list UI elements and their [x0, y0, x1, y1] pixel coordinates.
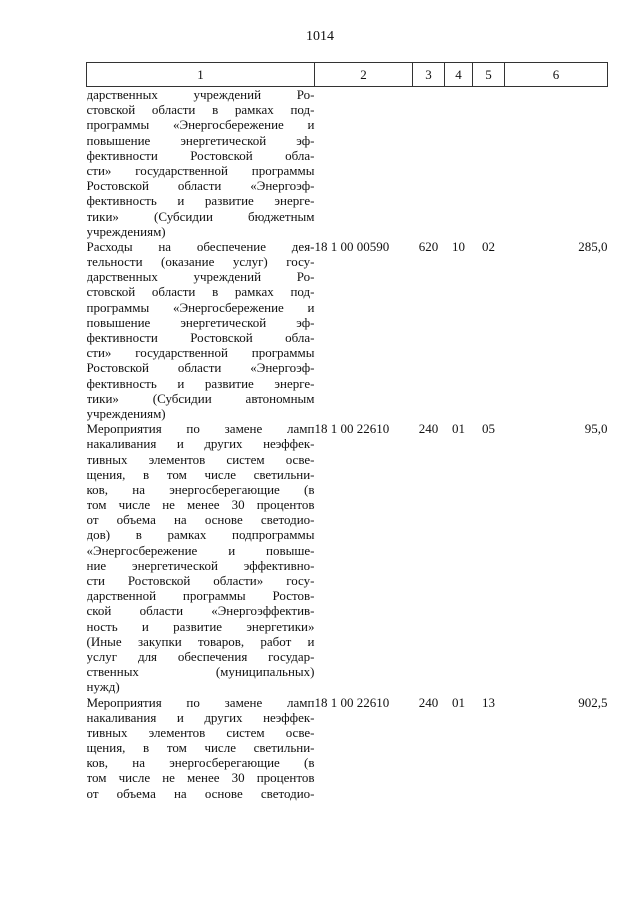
row-code: [315, 87, 413, 239]
description-line: дарственной программы Ростов-: [86, 588, 315, 604]
description-line: щения, в том числе светильни-: [86, 466, 315, 482]
col-header-subsection: 5: [473, 63, 505, 87]
description-line: тивных элементов систем осве-: [86, 451, 315, 467]
row-expense-type: [413, 87, 445, 239]
description-line: программы «Энергосбережение и: [86, 117, 315, 133]
row-code: 18 1 00 22610: [314, 421, 390, 437]
description-line: ков, на энергосберегающие (в: [86, 481, 315, 497]
description-line: дарственных учреждений Ро-: [86, 269, 315, 285]
table-row: [87, 239, 608, 421]
description-line: Ростовской области «Энергоэф-: [86, 360, 315, 376]
description-line: учреждениям): [86, 223, 166, 239]
row-subsection: [473, 87, 505, 239]
row-subsection: 05: [482, 421, 495, 437]
row-amount: 902,5: [578, 694, 608, 710]
description-line: повышение энергетической эф-: [86, 132, 315, 148]
row-code: 18 1 00 00590: [314, 238, 390, 254]
row-description: [87, 421, 315, 694]
description-line: тивных элементов систем осве-: [86, 724, 315, 740]
description-line: повышение энергетической эф-: [86, 314, 315, 330]
description-line: Мероприятия по замене ламп: [86, 421, 315, 437]
description-line: том числе не менее 30 процентов: [86, 497, 315, 513]
row-description: [87, 695, 315, 801]
description-line: стовской области в рамках под-: [86, 102, 315, 118]
description-line: фективности Ростовской обла-: [86, 147, 315, 163]
row-expense-type: 620: [418, 238, 439, 254]
row-description: [87, 239, 315, 421]
row-expense-type: 240: [418, 694, 439, 710]
description-line: учреждениям): [86, 405, 166, 421]
description-line: программы «Энергосбережение и: [86, 299, 315, 315]
table-row: [87, 695, 608, 801]
description-line: дарственных учреждений Ро-: [86, 87, 315, 102]
row-section: 01: [452, 421, 465, 437]
description-line: тики» (Субсидии бюджетным: [86, 208, 315, 224]
description-line: от объема на основе светодио-: [86, 785, 315, 801]
col-header-amount: 6: [505, 63, 608, 87]
description-line: том числе не менее 30 процентов: [86, 770, 315, 786]
description-line: (Иные закупки товаров, работ и: [86, 633, 315, 649]
row-section: 10: [452, 238, 465, 254]
description-line: от объема на основе светодио-: [86, 512, 315, 528]
row-subsection: 13: [482, 694, 495, 710]
row-section: 01: [452, 694, 465, 710]
table-row: [87, 421, 608, 694]
description-line: ков, на энергосберегающие (в: [86, 755, 315, 771]
description-line: фективности Ростовской обла-: [86, 330, 315, 345]
row-section: [445, 87, 473, 239]
table-row: [87, 87, 608, 239]
description-line: сти» государственной программы: [86, 162, 315, 178]
description-line: ской области «Энергоэффектив-: [86, 603, 315, 619]
description-line: услуг для обеспечения государ-: [86, 648, 315, 664]
row-code: 18 1 00 22610: [314, 694, 390, 710]
row-subsection: 02: [482, 238, 495, 254]
col-header-code: 2: [315, 63, 413, 87]
description-line: ность и развитие энергетики»: [86, 618, 315, 634]
description-line: фективность и развитие энерге-: [86, 193, 315, 209]
description-line: сти Ростовской области» госу-: [86, 573, 315, 588]
row-description: [87, 87, 315, 239]
col-header-description: 1: [87, 63, 315, 87]
col-header-expense-type: 3: [413, 63, 445, 87]
description-line: ственных (муниципальных): [86, 664, 315, 680]
budget-table: [86, 62, 608, 801]
row-expense-type: 240: [418, 421, 439, 437]
col-header-section: 4: [445, 63, 473, 87]
table-body: [87, 87, 608, 801]
row-amount: 95,0: [584, 421, 608, 437]
row-amount: [505, 87, 608, 239]
description-line: тельности (оказание услуг) госу-: [86, 254, 315, 270]
description-line: Ростовской области «Энергоэф-: [86, 178, 315, 194]
page-number: 1014: [306, 29, 334, 44]
description-line: Мероприятия по замене ламп: [86, 694, 315, 710]
description-line: накаливания и других неэффек-: [86, 436, 315, 452]
description-line: «Энергосбережение и повыше-: [86, 542, 315, 558]
description-line: Расходы на обеспечение дея-: [86, 238, 315, 254]
description-line: ние энергетической эффективно-: [86, 557, 315, 573]
description-line: стовской области в рамках под-: [86, 284, 315, 300]
description-line: тики» (Субсидии автономным: [86, 390, 315, 406]
table-header-row: [87, 63, 608, 87]
description-line: фективность и развитие энерге-: [86, 375, 315, 391]
description-line: дов) в рамках подпрограммы: [86, 527, 315, 543]
description-line: нужд): [86, 679, 120, 695]
row-amount: 285,0: [578, 238, 608, 254]
description-line: щения, в том числе светильни-: [86, 740, 315, 756]
description-line: сти» государственной программы: [86, 345, 315, 361]
description-line: накаливания и других неэффек-: [86, 709, 315, 725]
